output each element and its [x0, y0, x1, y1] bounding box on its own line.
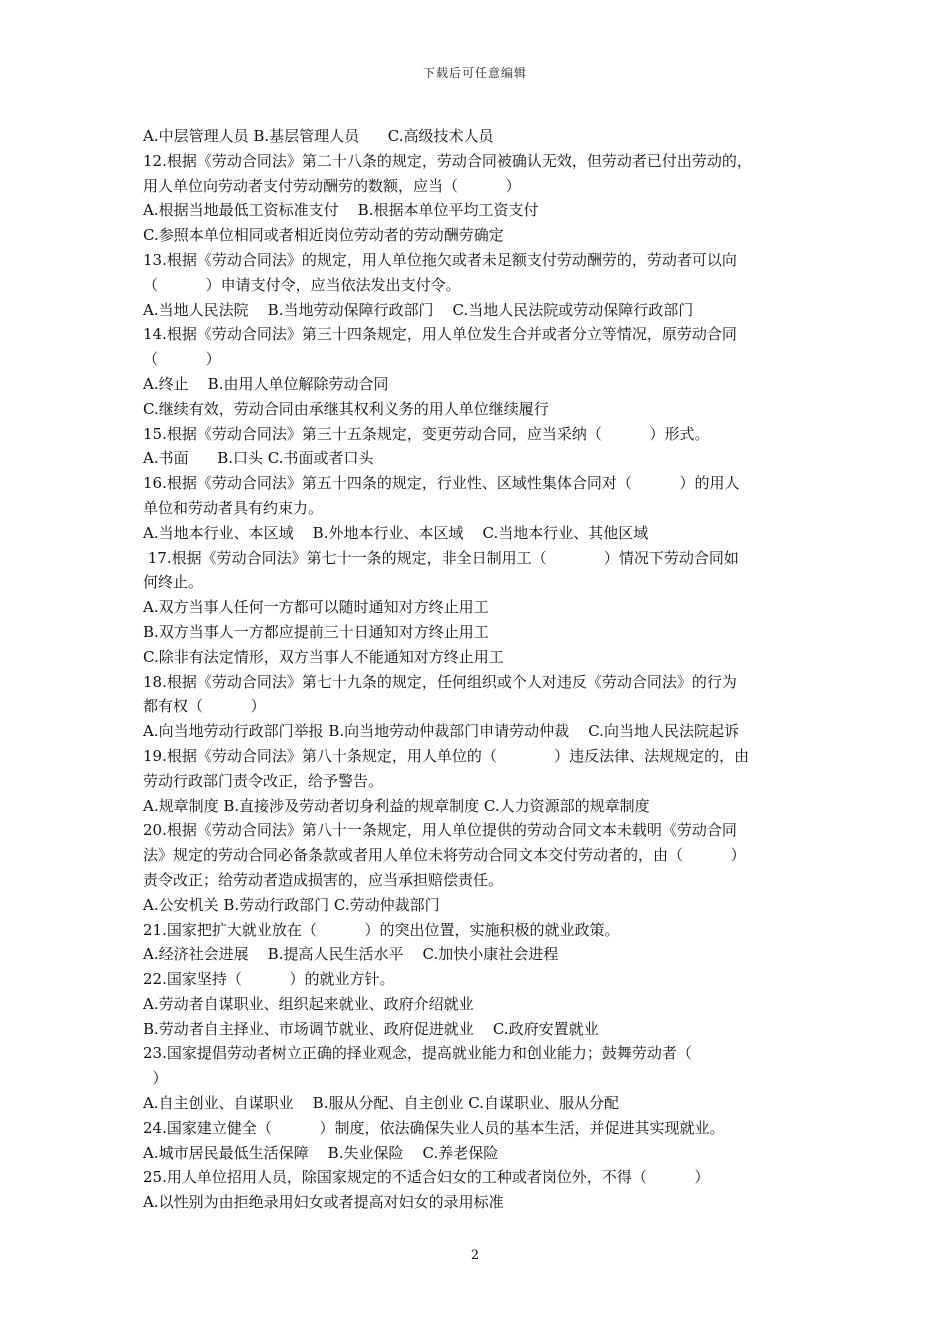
text-line: 都有权（ ） — [143, 697, 266, 716]
text-line: 单位和劳动者具有约束力。 — [143, 498, 324, 517]
text-line: 劳动行政部门责令改正，给予警告。 — [143, 771, 384, 790]
text-line: C.继续有效，劳动合同由承继其权利义务的用人单位继续履行 — [143, 399, 549, 418]
text-line: A.公安机关 B.劳动行政部门 C.劳动仲裁部门 — [143, 895, 440, 914]
text-line: 12.根据《劳动合同法》第二十八条的规定，劳动合同被确认无效，但劳动者已付出劳动的， — [143, 151, 752, 170]
page-number: 2 — [470, 1248, 480, 1263]
text-line: （ ）申请支付令，应当依法发出支付令。 — [143, 275, 461, 294]
text-line: C.除非有法定情形，双方当事人不能通知对方终止用工 — [143, 647, 504, 666]
text-line: A.当地本行业、本区域 B.外地本行业、本区域 C.当地本行业、其他区域 — [143, 523, 649, 542]
text-line: 25.用人单位招用人员，除国家规定的不适合妇女的工种或者岗位外，不得（ ） — [143, 1168, 710, 1187]
text-line: A.根据当地最低工资标准支付 B.根据本单位平均工资支付 — [143, 201, 539, 220]
text-line: 22.国家坚持（ ）的就业方针。 — [143, 970, 395, 989]
text-line: A.以性别为由拒绝录用妇女或者提高对妇女的录用标准 — [143, 1193, 504, 1212]
text-line: 17.根据《劳动合同法》第七十一条的规定，非全日制用工（ ）情况下劳动合同如 — [143, 548, 739, 567]
text-line: 责令改正；给劳动者造成损害的，应当承担赔偿责任。 — [143, 870, 504, 889]
text-line: ） — [143, 1069, 168, 1088]
text-line: 法》规定的劳动合同必备条款或者用人单位未将劳动合同文本交付劳动者的，由（ ） — [143, 846, 746, 865]
text-line: C.参照本单位相同或者相近岗位劳动者的劳动酬劳确定 — [143, 226, 504, 245]
text-line: 24.国家建立健全（ ）制度，依法确保失业人员的基本生活，并促进其实现就业。 — [143, 1118, 725, 1137]
text-line: B.劳动者自主择业、市场调节就业、政府促进就业 C.政府安置就业 — [143, 1019, 599, 1038]
text-line: A.书面 B.口头 C.书面或者口头 — [143, 449, 374, 468]
text-line: 18.根据《劳动合同法》第七十九条的规定，任何组织或个人对违反《劳动合同法》的行为 — [143, 672, 737, 691]
text-line: A.向当地劳动行政部门举报 B.向当地劳动仲裁部门申请劳动仲裁 C.向当地人民法院起诉 — [143, 722, 739, 741]
text-line: 20.根据《劳动合同法》第八十一条规定，用人单位提供的劳动合同文本未载明《劳动合同 — [143, 821, 737, 840]
text-line: A.自主创业、自谋职业 B.服从分配、自主创业 C.自谋职业、服从分配 — [143, 1094, 619, 1113]
text-line: B.双方当事人一方都应提前三十日通知对方终止用工 — [143, 622, 489, 641]
text-line: A.当地人民法院 B.当地劳动保障行政部门 C.当地人民法院或劳动保障行政部门 — [143, 300, 694, 319]
text-line: （ ） — [143, 350, 221, 369]
text-line: 19.根据《劳动合同法》第八十条规定，用人单位的（ ）违反法律、法规规定的，由 — [143, 746, 750, 765]
text-line: A.双方当事人任何一方都可以随时通知对方终止用工 — [143, 598, 489, 617]
text-line: A.中层管理人员 B.基层管理人员 C.高级技术人员 — [143, 127, 494, 145]
text-line: 23.国家提倡劳动者树立正确的择业观念，提高就业能力和创业能力；鼓舞劳动者（ — [143, 1044, 692, 1063]
text-line: A.劳动者自谋职业、组织起来就业、政府介绍就业 — [143, 994, 474, 1013]
text-line: A.规章制度 B.直接涉及劳动者切身利益的规章制度 C.人力资源部的规章制度 — [143, 796, 650, 815]
text-line: A.经济社会进展 B.提高人民生活水平 C.加快小康社会进程 — [143, 945, 559, 964]
text-line: 16.根据《劳动合同法》第五十四条的规定，行业性、区域性集体合同对（ ）的用人 — [143, 474, 740, 493]
text-line: 14.根据《劳动合同法》第三十四条规定，用人单位发生合并或者分立等情况，原劳动合同 — [143, 325, 737, 344]
document-body — [143, 124, 815, 1215]
text-line: 15.根据《劳动合同法》第三十五条规定，变更劳动合同，应当采纳（ ）形式。 — [143, 424, 710, 443]
text-line: A.终止 B.由用人单位解除劳动合同 — [143, 374, 389, 393]
text-line: A.城市居民最低生活保障 B.失业保险 C.养老保险 — [143, 1143, 499, 1162]
text-line: 13.根据《劳动合同法》的规定，用人单位拖欠或者未足额支付劳动酬劳的，劳动者可以向 — [143, 250, 737, 269]
text-line: 何终止。 — [143, 573, 204, 592]
text-line: 21.国家把扩大就业放在（ ）的突出位置，实施积极的就业政策。 — [143, 920, 620, 939]
text-line: 用人单位向劳动者支付劳动酬劳的数额，应当（ ） — [143, 176, 521, 195]
page-header: 下载后可任意编辑 — [422, 66, 527, 80]
